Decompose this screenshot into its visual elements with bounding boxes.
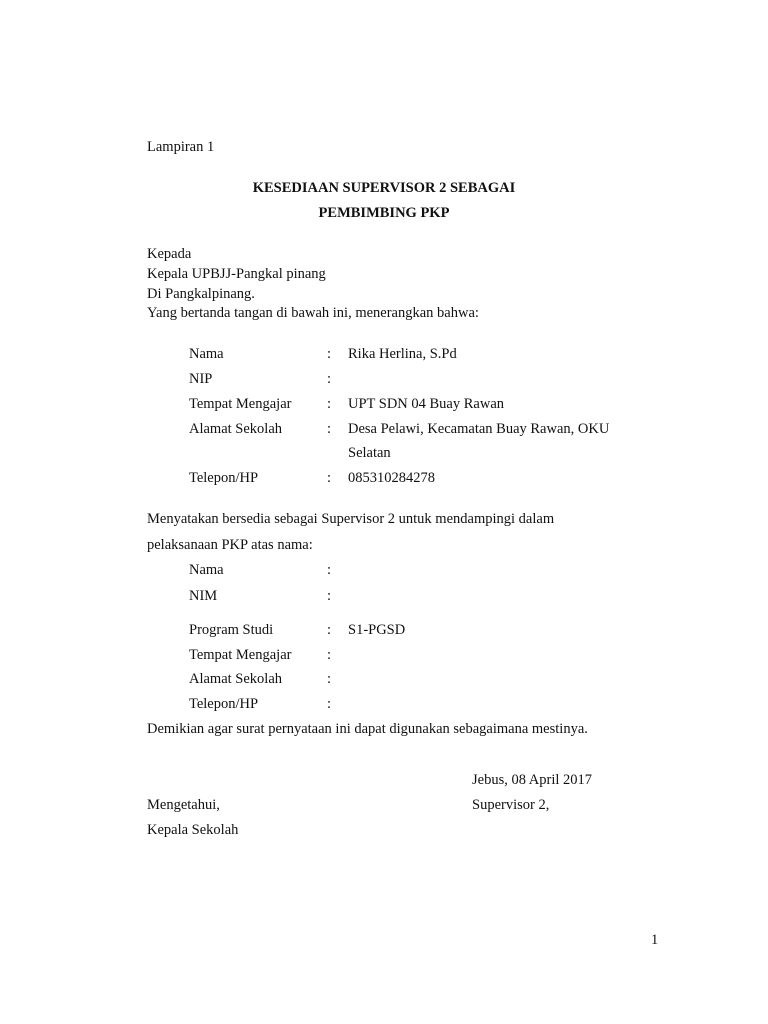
title-line-1: KESEDIAAN SUPERVISOR 2 SEBAGAI xyxy=(252,180,516,196)
student-tempat-label: Tempat Mengajar xyxy=(189,647,292,663)
supervisor-alamat-value-2: Selatan xyxy=(348,445,391,461)
supervisor-alamat-value-1: Desa Pelawi, Kecamatan Buay Rawan, OKU xyxy=(348,421,610,437)
supervisor-nama-value: Rika Herlina, S.Pd xyxy=(348,346,457,362)
page-number: 1 xyxy=(651,932,659,948)
recipient-line-2: Kepala UPBJJ-Pangkal pinang xyxy=(147,266,326,282)
student-nama-label: Nama xyxy=(189,562,224,578)
statement-line-2: pelaksanaan PKP atas nama: xyxy=(147,537,313,553)
colon: : xyxy=(327,470,332,486)
supervisor-nama-label: Nama xyxy=(189,346,224,362)
student-alamat-label: Alamat Sekolah xyxy=(189,671,283,687)
closing-text: Demikian agar surat pernyataan ini dapat digunakan sebagaimana mestinya. xyxy=(147,721,588,737)
student-prodi-label: Program Studi xyxy=(189,622,274,638)
supervisor-nip-label: NIP xyxy=(189,371,213,387)
colon: : xyxy=(327,622,332,638)
recipient-line-3: Di Pangkalpinang. xyxy=(147,286,255,302)
colon: : xyxy=(327,588,332,604)
statement-line-1: Menyatakan bersedia sebagai Supervisor 2 untuk mendampingi dalam xyxy=(147,511,555,527)
supervisor-signature-label: Supervisor 2, xyxy=(472,797,550,813)
student-prodi-value: S1-PGSD xyxy=(348,622,406,638)
colon: : xyxy=(327,562,332,578)
recipient-line-1: Kepada xyxy=(147,246,192,262)
colon: : xyxy=(327,671,332,687)
student-telepon-label: Telepon/HP xyxy=(189,696,259,712)
attachment-label: Lampiran 1 xyxy=(147,139,215,155)
supervisor-alamat-label: Alamat Sekolah xyxy=(189,421,283,437)
colon: : xyxy=(327,421,332,437)
title-line-2: PEMBIMBING PKP xyxy=(318,205,450,221)
supervisor-telepon-label: Telepon/HP xyxy=(189,470,259,486)
colon: : xyxy=(327,396,332,412)
colon: : xyxy=(327,346,332,362)
colon: : xyxy=(327,647,332,663)
kepala-sekolah-label: Kepala Sekolah xyxy=(147,822,239,838)
place-date: Jebus, 08 April 2017 xyxy=(472,772,593,788)
colon: : xyxy=(327,371,332,387)
student-nim-label: NIM xyxy=(189,588,218,604)
supervisor-tempat-value: UPT SDN 04 Buay Rawan xyxy=(348,396,505,412)
supervisor-telepon-value: 085310284278 xyxy=(348,470,435,486)
intro-text: Yang bertanda tangan di bawah ini, menerangkan bahwa: xyxy=(147,305,479,321)
supervisor-tempat-label: Tempat Mengajar xyxy=(189,396,292,412)
colon: : xyxy=(327,696,332,712)
mengetahui-label: Mengetahui, xyxy=(147,797,220,813)
